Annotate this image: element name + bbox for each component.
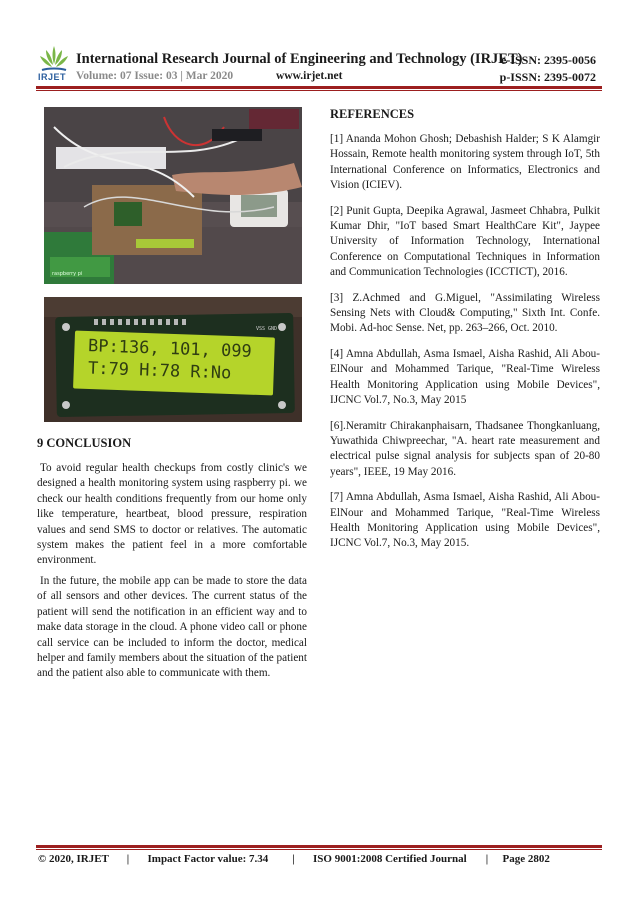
lcd-display-photo-icon <box>44 297 302 422</box>
reference-item: [7] Amna Abdullah, Asma Ismael, Aisha Rashid, Ali Abou-ElNour and Mohammed Tarique, "Real-Time Wireless Health Monitoring Application using Mobile Devices", IJCNC Vol.7, No.3, May 2015. <box>330 491 600 550</box>
references-list <box>330 132 600 562</box>
footer-rule-thick <box>36 845 602 848</box>
volume-issue: Volume: 07 Issue: 03 | Mar 2020 <box>76 70 234 82</box>
footer-copyright: © 2020, IRJET <box>38 853 109 865</box>
header-rule-thin <box>36 90 602 91</box>
logo-text: IRJET <box>38 72 67 82</box>
footer-separator: | <box>126 853 130 865</box>
footer-page-number: Page 2802 <box>502 853 550 865</box>
page-header <box>0 0 638 96</box>
conclusion-paragraph-2: In the future, the mobile app can be made to store the data of all sensors and other devices. The current status of the patient will send the notification in an efficient way and to make data storage in the cloud. A phone video call or phone call service can be included to inform the doctor, medical helper and family members about the situation of the patient and the patient also able to communicate with them. <box>37 575 307 680</box>
footer-separator: | <box>485 853 489 865</box>
reference-item: [4] Amna Abdullah, Asma Ismael, Aisha Rashid, Ali Abou-ElNour and Mohammed Tarique, "Real-Time Wireless Health Monitoring Application using Mobile Devices", IJCNC Vol.7, No.3, May 2015 <box>330 347 600 407</box>
svg-text:raspberry pi: raspberry pi <box>52 271 83 277</box>
journal-title: International Research Journal of Engineering and Technology (IRJET) <box>76 51 523 67</box>
reference-item: [6].Neramitr Chirakanphaisarn, Thadsanee Thongkanluang, Yuwathida Chiwpreechar, "A. heart rate measurement and electrical pulse signal analysis for subjects span of 20-80 years", IEEE, 19 May 2016. <box>330 419 600 478</box>
footer-rule-thin <box>36 849 602 850</box>
figure-hardware-setup <box>44 107 302 284</box>
conclusion-paragraph-1: To avoid regular health checkups from costly clinic's we designed a health monitoring system using raspberry pi. we check our health conditions frequently from our home only like temperature, heartbeat, blood pressure, respiration values and send SMS to doctor or relatives. The automatic system makes the patient feel in a more comfortable environment. <box>37 462 307 567</box>
footer-iso: ISO 9001:2008 Certified Journal <box>313 853 467 865</box>
hardware-setup-photo-icon <box>44 107 302 284</box>
reference-item: [2] Punit Gupta, Deepika Agrawal, Jasmeet Chhabra, Pulkit Kumar Dhir, "IoT based Smart HealthCare Kit", Jaypee University of Information Technology, International Conference on Computational Techniques in Information and Communication Technologies (ICCTICT), 2016. <box>330 204 600 279</box>
reference-item: [3] Z.Achmed and G.Miguel, "Assimilating Wireless Sensing Nets with Cloud& Computing," Sixth Int. Confe. Mobi. Ad-hoc Sense. Net, pp. 263–266, Oct. 2010. <box>330 291 600 335</box>
references-heading: REFERENCES <box>330 107 415 121</box>
page-footer <box>38 853 604 865</box>
p-issn: p-ISSN: 2395-0072 <box>499 70 596 84</box>
e-issn: e-ISSN: 2395-0056 <box>501 53 596 67</box>
lcd-board-label: VSS GND <box>256 326 278 332</box>
website-link[interactable]: www.irjet.net <box>276 70 343 82</box>
lcd-line-2: T:79 H:78 R:No <box>87 358 232 384</box>
footer-separator: | <box>292 853 295 865</box>
header-rule-thick <box>36 86 602 89</box>
lcd-line-1: BP:136, 101, 099 <box>87 336 253 362</box>
figure-lcd-display <box>44 297 302 422</box>
footer-impact-factor: Impact Factor value: 7.34 <box>147 853 269 865</box>
conclusion-heading: 9 CONCLUSION <box>37 436 132 450</box>
reference-item: [1] Ananda Mohon Ghosh; Debashish Halder; S K Alamgir Hossain, Remote health monitoring system through IoT, 5th International Conference on Informatics, Electronics and Vision (ICIEV). <box>330 133 600 192</box>
